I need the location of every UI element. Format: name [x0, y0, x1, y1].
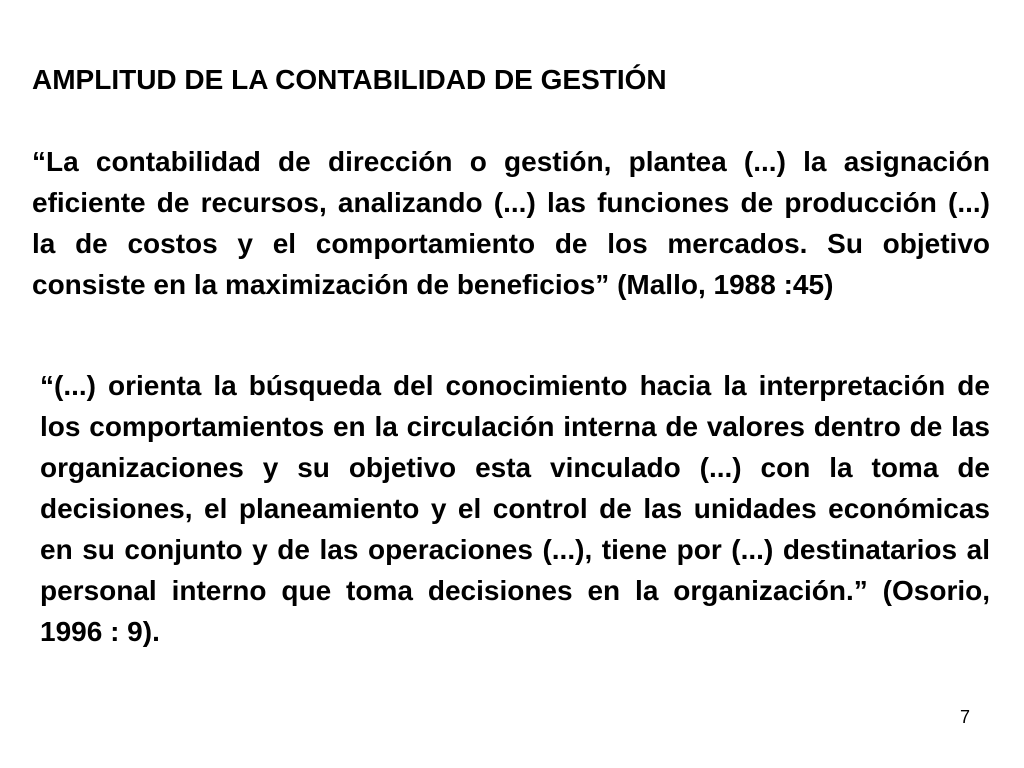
page-number: 7	[959, 707, 970, 727]
quote-mallo: “La contabilidad de dirección o gestión, plantea (...) la asignación eficiente de recursos, analizando (...) las funciones de producción (...) la de costos y el comportamiento de los mercados. Su objetivo consiste en la maximización de beneficios” (Mallo, 1988 :45)	[32, 146, 990, 300]
slide-title: AMPLITUD DE LA CONTABILIDAD DE GESTIÓN	[32, 64, 667, 95]
quote-osorio: “(...) orienta la búsqueda del conocimiento hacia la interpretación de los comportamientos en la circulación interna de valores dentro de las organizaciones y su objetivo esta vinculado (...) con la toma de decisiones, el planeamiento y el control de las unidades económicas en su conjunto y de las operaciones (...), tiene por (...) destinatarios al personal interno que toma decisiones en la organización.” (Osorio, 1996 : 9).	[40, 370, 990, 647]
